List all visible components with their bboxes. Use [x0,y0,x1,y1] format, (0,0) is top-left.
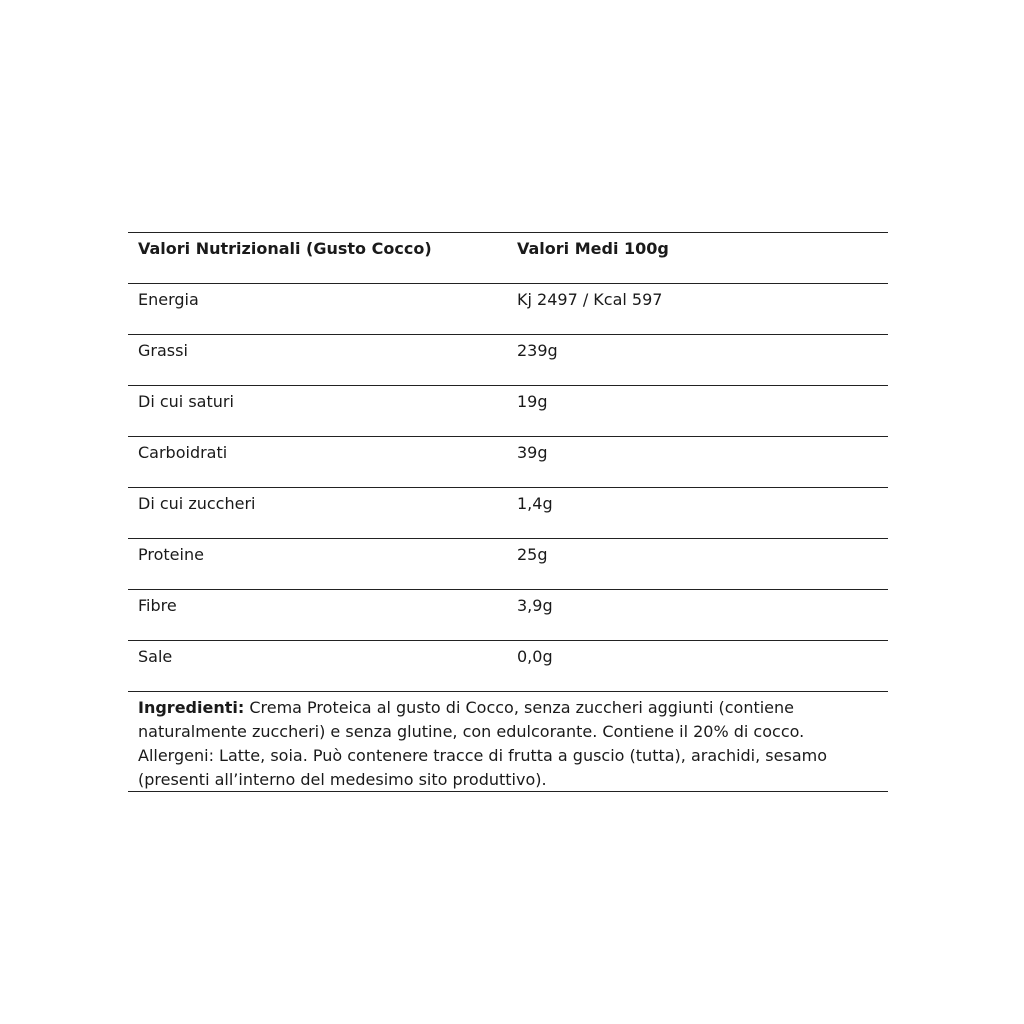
row-value: 0,0g [517,647,553,666]
table-row [128,640,888,691]
table-row [128,283,888,334]
row-label: Grassi [138,341,188,360]
row-label: Di cui saturi [138,392,234,411]
row-label: Fibre [138,596,177,615]
table-row [128,385,888,436]
row-value: 19g [517,392,548,411]
ingredients-line-2: naturalmente zuccheri) e senza glutine, con edulcorante. Contiene il 20% di cocco. [138,722,805,741]
row-label: Proteine [138,545,204,564]
row-value: 1,4g [517,494,553,513]
table-row [128,487,888,538]
row-value: 39g [517,443,548,462]
ingredients-line-1 [138,696,878,720]
table-header-row [128,232,888,283]
row-value: 239g [517,341,558,360]
ingredients-block [128,691,888,792]
table-row [128,589,888,640]
row-value: Kj 2497 / Kcal 597 [517,290,663,309]
ingredients-line-3: Allergeni: Latte, soia. Può contenere tracce di frutta a guscio (tutta), arachidi, sesamo [138,746,827,765]
nutrition-table [128,232,888,792]
row-label: Carboidrati [138,443,228,462]
table-row [128,436,888,487]
header-nutrition-label: Valori Nutrizionali (Gusto Cocco) [138,239,432,258]
ingredients-label: Ingredienti: [138,698,245,717]
row-value: 25g [517,545,548,564]
ingredients-text-1: Crema Proteica al gusto di Cocco, senza zuccheri aggiunti (contiene [244,698,795,717]
header-average-values: Valori Medi 100g [517,239,669,258]
table-row [128,334,888,385]
row-value: 3,9g [517,596,553,615]
row-label: Sale [138,647,173,666]
table-row [128,538,888,589]
row-label: Di cui zuccheri [138,494,256,513]
row-label: Energia [138,290,199,309]
ingredients-line-4: (presenti all’interno del medesimo sito produttivo). [138,770,547,789]
